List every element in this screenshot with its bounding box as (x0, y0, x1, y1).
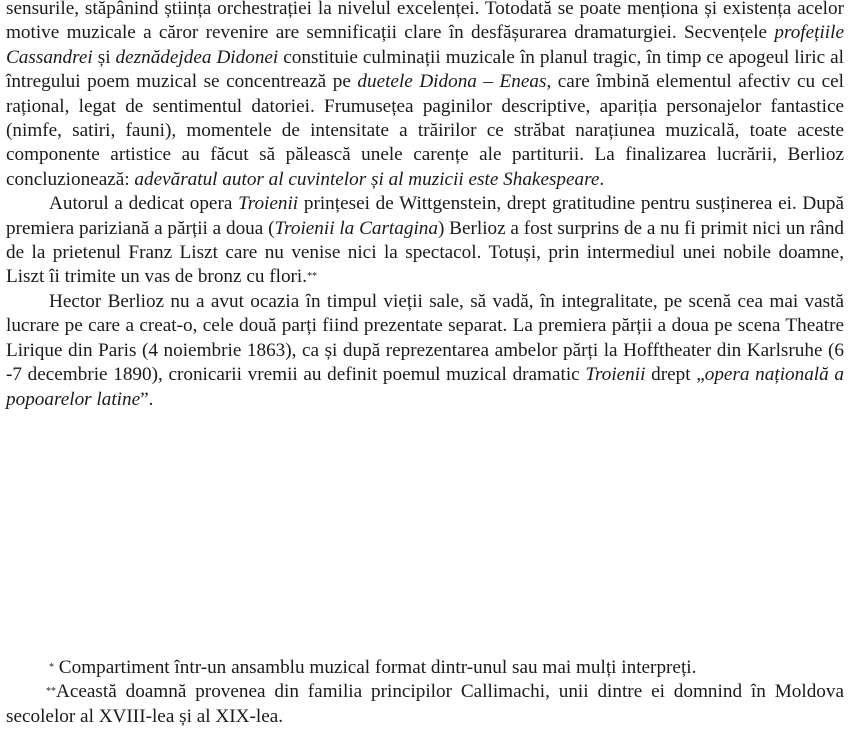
italic-quote: adevăratul autor al cuvintelor și al muzicii este Shakespeare (134, 168, 600, 190)
italic-title: Troienii la Cartagina (274, 217, 438, 239)
footnotes (6, 656, 844, 729)
footnote-text: Compartiment într-un ansamblu muzical format dintr-unul sau mai mulți interpreți. (54, 657, 697, 678)
italic-phrase: profețiile Cassandrei (6, 22, 844, 68)
text-span: drept „ (645, 364, 705, 386)
italic-title: Troienii (585, 364, 646, 386)
text-span: Autorul a dedicat opera (49, 193, 239, 215)
text-span: și (92, 46, 116, 68)
paragraph-1 (6, 0, 844, 192)
paragraph-2 (6, 192, 844, 290)
text-span: constituie culminații muzicale în planul tragic, în timp ce apogeul liric al întregului poem muzical se concentrează pe (6, 46, 844, 93)
text-span: sensurile, stăpânind știința orchestrației la nivelul excelenței. Totodată se poate menționa și existența acelor motive muzicale a căror revenire are semnificații clare în desfășurarea dramaturgiei. Secvențele (6, 0, 844, 44)
text-span: ”. (140, 388, 154, 410)
footnote-ref: ** (307, 271, 318, 283)
italic-title: Troienii (238, 193, 299, 215)
italic-phrase: duetele Didona – Eneas (357, 71, 547, 93)
footnote-text: Această doamnă provenea din familia principilor Callimachi, unii dintre ei domnind în Moldova secolelor al XVIII-lea și al XIX-lea. (6, 681, 844, 727)
text-span: ) Berlioz a fost surprins de a nu fi primit nici un rând de la prietenul Franz Liszt care nu venise nici la spectacol. Totuși, prin intermediul unei nobile doamne, Liszt îi trimite un vas de bronz cu flori. (6, 217, 845, 288)
text-span: . (599, 168, 605, 190)
italic-quote: opera națională a popoarelor latine (6, 364, 844, 410)
italic-phrase: deznădejdea Didonei (115, 46, 279, 68)
paragraph-3 (6, 290, 844, 412)
footnote-1 (6, 656, 844, 680)
footnote-2 (6, 680, 844, 729)
text-span: Hector Berlioz nu a avut ocazia în timpul vieții sale, să vadă, în integralitate, pe scenă cea mai vastă lucrare pe care a creat-o, cele două parți fiind prezentate separat. La premiera părții a doua pe scena Theatre Lirique din Paris (4 noiembrie 1863), ca și după reprezentarea ambelor părți la Hofftheater din Karlsruhe (6 -7 decembrie 1890), cronicarii vremii au definit poemul muzical dramatic (6, 290, 844, 386)
footnote-mark: * (49, 662, 54, 673)
footnote-mark: ** (46, 686, 56, 698)
main-text (6, 0, 844, 412)
text-span: , care îmbină elementul afectiv cu cel rațional, legat de sentimentul datoriei. Frumusețea paginilor descriptive, apariția personajelor fantastice (nimfe, satiri, fauni), momentele de intensitate a trăirilor ce străbat narațiunea muzicală, toate aceste componente artistice au făcut să pălească unele carențe ale partiturii. La finalizarea lucrării, Berlioz concluzionează: (6, 71, 845, 190)
text-span: prințesei de Wittgenstein, drept gratitudine pentru susținerea ei. După premiera pariziană a părții a doua ( (6, 193, 844, 239)
